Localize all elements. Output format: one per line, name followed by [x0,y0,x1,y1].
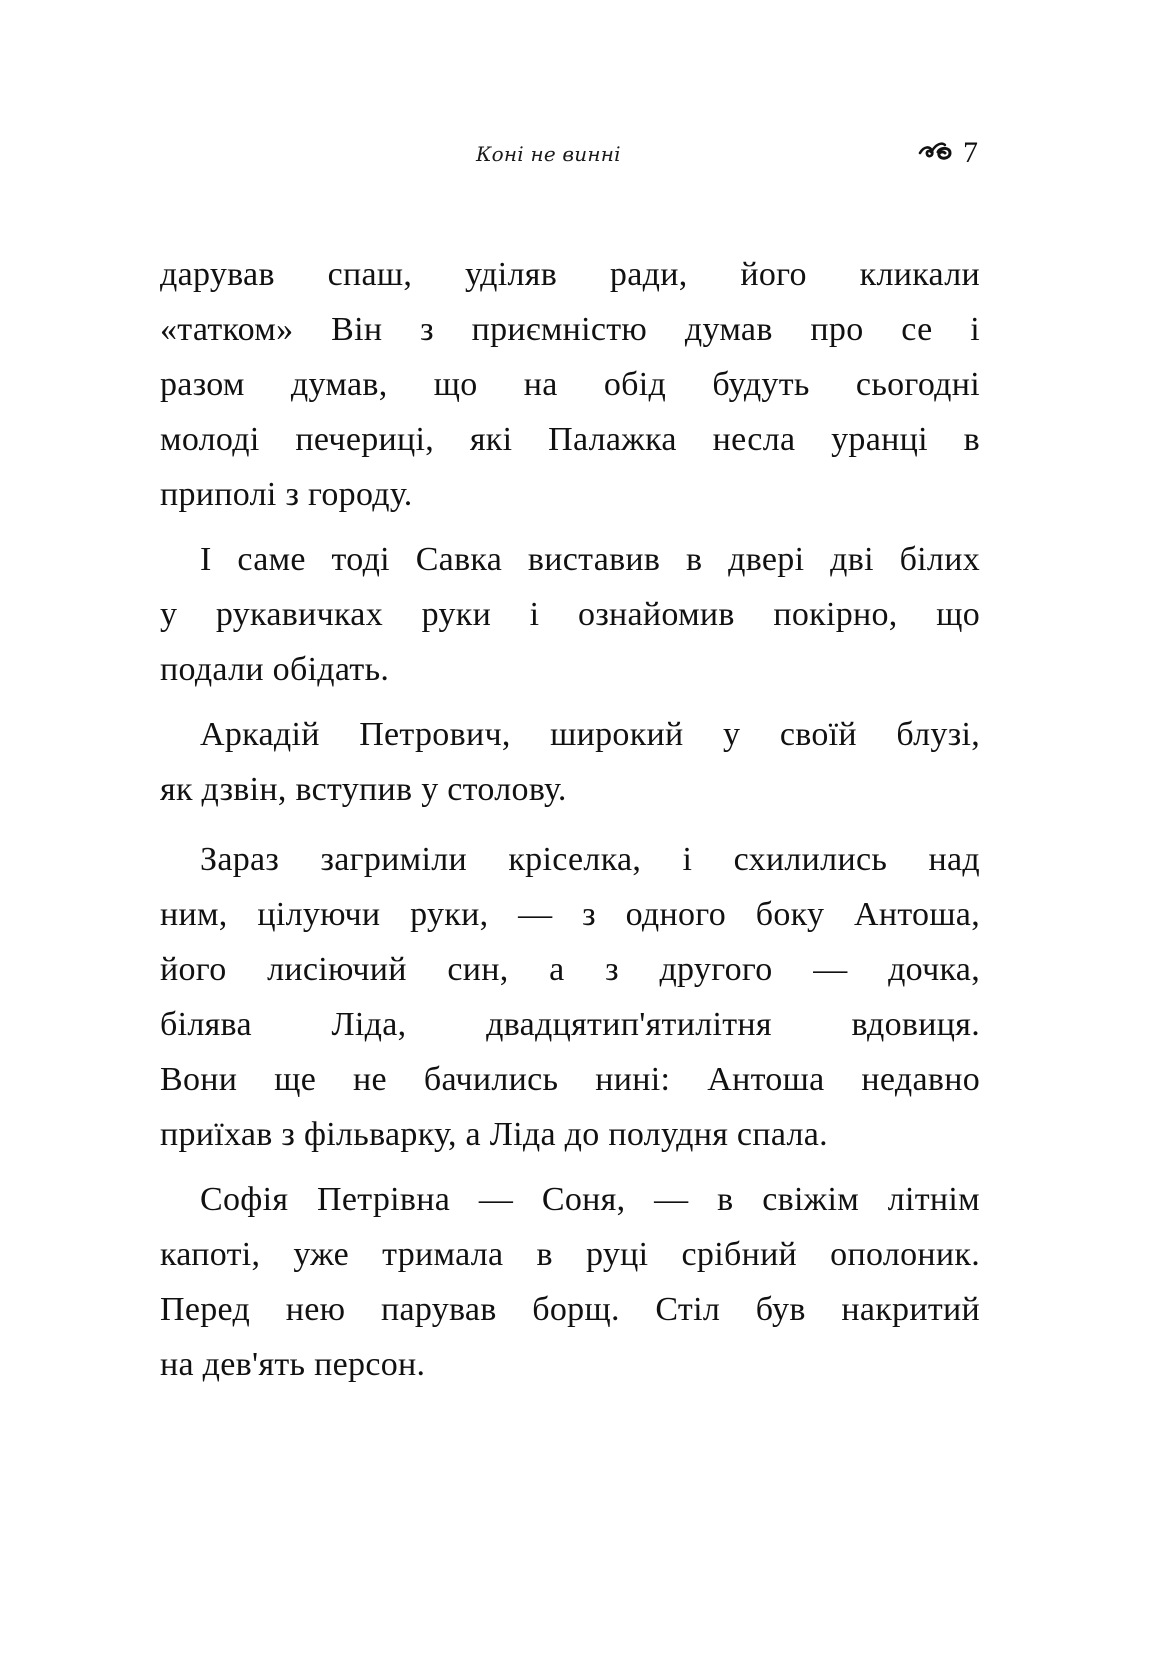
running-title: Коні не винні [476,142,621,166]
text-line: Софія Петрівна — Соня, — в свіжім літнім [200,1181,980,1218]
text-line: приїхав з фільварку, а Ліда до полудня спала. [160,1116,828,1153]
text-line: його лисіючий син, а з другого — дочка, [160,951,980,988]
page-number: 7 [963,136,978,169]
text-line: Перед нею парував борщ. Стіл був накритий [160,1291,980,1328]
text-line: на дев'ять персон. [160,1346,426,1383]
text-line: «татком» Він з приємністю думав про се і [160,311,980,348]
text-line: Аркадій Петрович, широкий у своїй блузі, [200,716,980,753]
text-line: як дзвін, вступив у столову. [160,771,567,808]
text-line: подали обідать. [160,651,390,688]
text-line: дарував спаш, уділяв ради, його кликали [160,256,980,293]
text-line: ним, цілуючи руки, — з одного боку Антоша, [160,896,980,933]
text-line: молоді печериці, які Палажка несла уранці в [160,421,980,458]
text-line: І саме тоді Савка виставив в двері дві білих [200,541,980,578]
text-line: приполі з городу. [160,476,413,513]
text-line: разом думав, що на обід будуть сьогодні [160,366,980,403]
text-line: капоті, уже тримала в руці срібний ополоник. [160,1236,980,1273]
text-line: білява Ліда, двадцятип'ятилітня вдовиця. [160,1006,980,1043]
fleuron-ornament-icon [918,140,954,162]
text-line: у рукавичках руки і ознайомив покірно, що [160,596,980,633]
text-line: Вони ще не бачились нині: Антоша недавно [160,1061,980,1098]
text-line: Зараз загриміли кріселка, і схилились над [200,841,980,878]
running-header [0,136,1158,176]
